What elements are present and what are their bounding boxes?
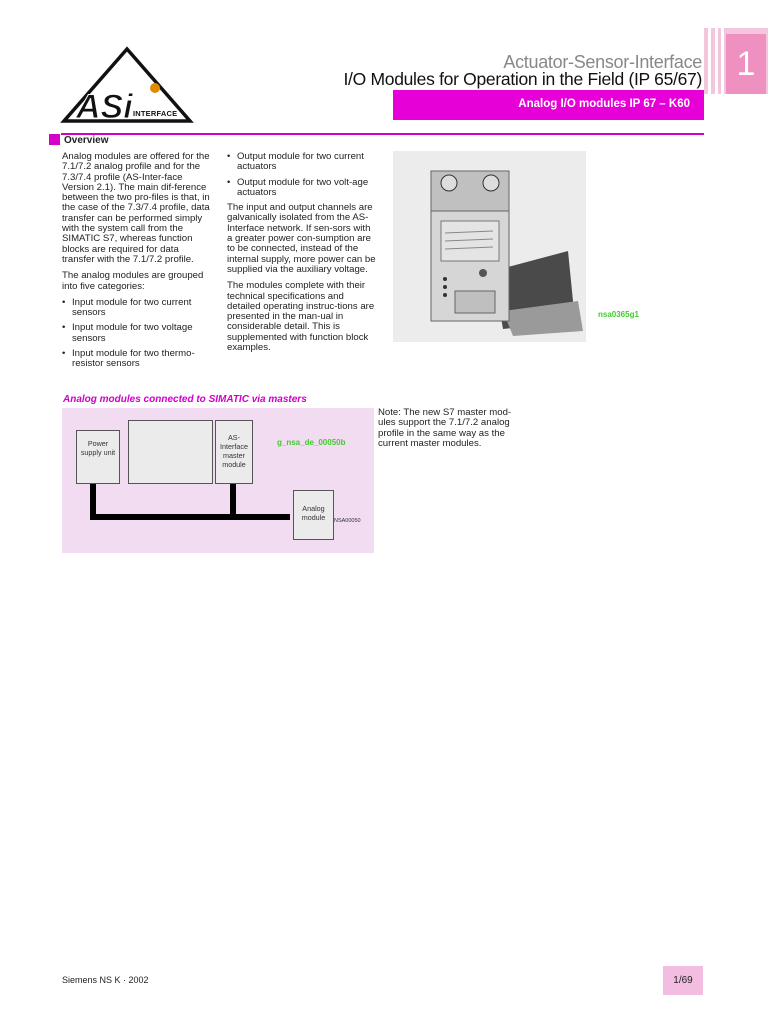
footer-publisher: Siemens NS K · 2002 bbox=[62, 975, 149, 985]
logo-subtext: INTERFACE bbox=[133, 109, 178, 118]
block-label: AS-Interface master module bbox=[220, 433, 248, 469]
block-label: Analog module bbox=[301, 504, 326, 522]
bullet-icon: • bbox=[227, 151, 231, 162]
paragraph: Analog modules are offered for the 7.1/7.2 analog profile and for the 7.3/7.4 profile (AS-Inter-face Version 2.1). The main dif-ference between the two pro-files is that, in the case of the 7.3/7.4 profile, data transfer can be performed simply with the system call from the SIMATIC S7, whereas function blocks are required for data transfer with the 7.1/7.2 profile. bbox=[62, 151, 210, 265]
page-title: Actuator-Sensor-Interface bbox=[503, 52, 702, 72]
overview-column-1 bbox=[62, 152, 212, 375]
graphic-code: NSA00050 bbox=[334, 518, 361, 524]
chapter-number: 1 bbox=[726, 34, 766, 94]
chapter-tab bbox=[704, 28, 768, 94]
bus-line bbox=[230, 484, 236, 520]
bullet-icon: • bbox=[227, 176, 231, 188]
paragraph: The input and output channels are galvanically isolated from the AS-Interface network. If sen-sors with a greater power con-sumption are to be connected, instead of the internal supply, more power can be supplied via the auxiliary voltage. bbox=[227, 202, 376, 275]
list-item-text: Input module for two thermo-resistor sensors bbox=[72, 348, 195, 370]
note-text: Note: The new S7 master mod-ules support the 7.1/7.2 analog profile in the same way as the current master modules. bbox=[378, 407, 512, 449]
figure-diagram bbox=[62, 408, 374, 553]
figure-caption: Analog modules connected to SIMATIC via masters bbox=[63, 394, 307, 405]
list-item bbox=[62, 323, 212, 344]
photo-label: nsa0365g1 bbox=[598, 310, 639, 319]
section-divider bbox=[61, 133, 704, 135]
overview-heading: Overview bbox=[64, 135, 109, 146]
analog-module-block bbox=[293, 490, 334, 540]
analog-module-image bbox=[393, 151, 586, 342]
list-item bbox=[62, 349, 212, 370]
paragraph: The modules complete with their technical specifications and detailed operating instruc-tions are presented in the man-ual in considerable detail. This is supplemented with function block examples. bbox=[227, 280, 375, 354]
heading-marker-icon bbox=[49, 134, 60, 145]
list-item-text: Input module for two voltage sensors bbox=[72, 322, 193, 344]
master-module-block bbox=[215, 420, 253, 484]
graphic-label: g_nsa_de_00050b bbox=[277, 438, 346, 447]
simatic-cpu-block bbox=[128, 420, 213, 484]
bullet-icon: • bbox=[62, 348, 66, 360]
product-photo bbox=[393, 151, 586, 342]
page-subtitle: I/O Modules for Operation in the Field (IP 65/67) bbox=[343, 69, 702, 89]
list-item-text: Input module for two current sensors bbox=[72, 296, 192, 319]
list-item-text: Output module for two volt-age actuators bbox=[237, 176, 369, 198]
list-item-text: Output module for two current actuators bbox=[237, 151, 364, 173]
bus-line bbox=[90, 484, 96, 520]
bus-line bbox=[90, 514, 290, 520]
logo-text: ASi bbox=[76, 88, 133, 124]
list-item bbox=[62, 298, 212, 319]
page-number: 1/69 bbox=[663, 966, 703, 995]
bullet-icon: • bbox=[62, 322, 66, 334]
section-band bbox=[393, 90, 704, 120]
section-title: Analog I/O modules IP 67 – K60 bbox=[518, 98, 690, 110]
overview-column-2 bbox=[227, 152, 377, 359]
list-item bbox=[227, 178, 377, 199]
asi-logo bbox=[60, 44, 194, 124]
block-label: Power supply unit bbox=[80, 439, 116, 457]
list-item bbox=[227, 152, 377, 173]
paragraph: The analog modules are grouped into five categories: bbox=[62, 270, 204, 292]
bullet-icon: • bbox=[62, 296, 66, 308]
power-supply-block bbox=[76, 430, 120, 484]
